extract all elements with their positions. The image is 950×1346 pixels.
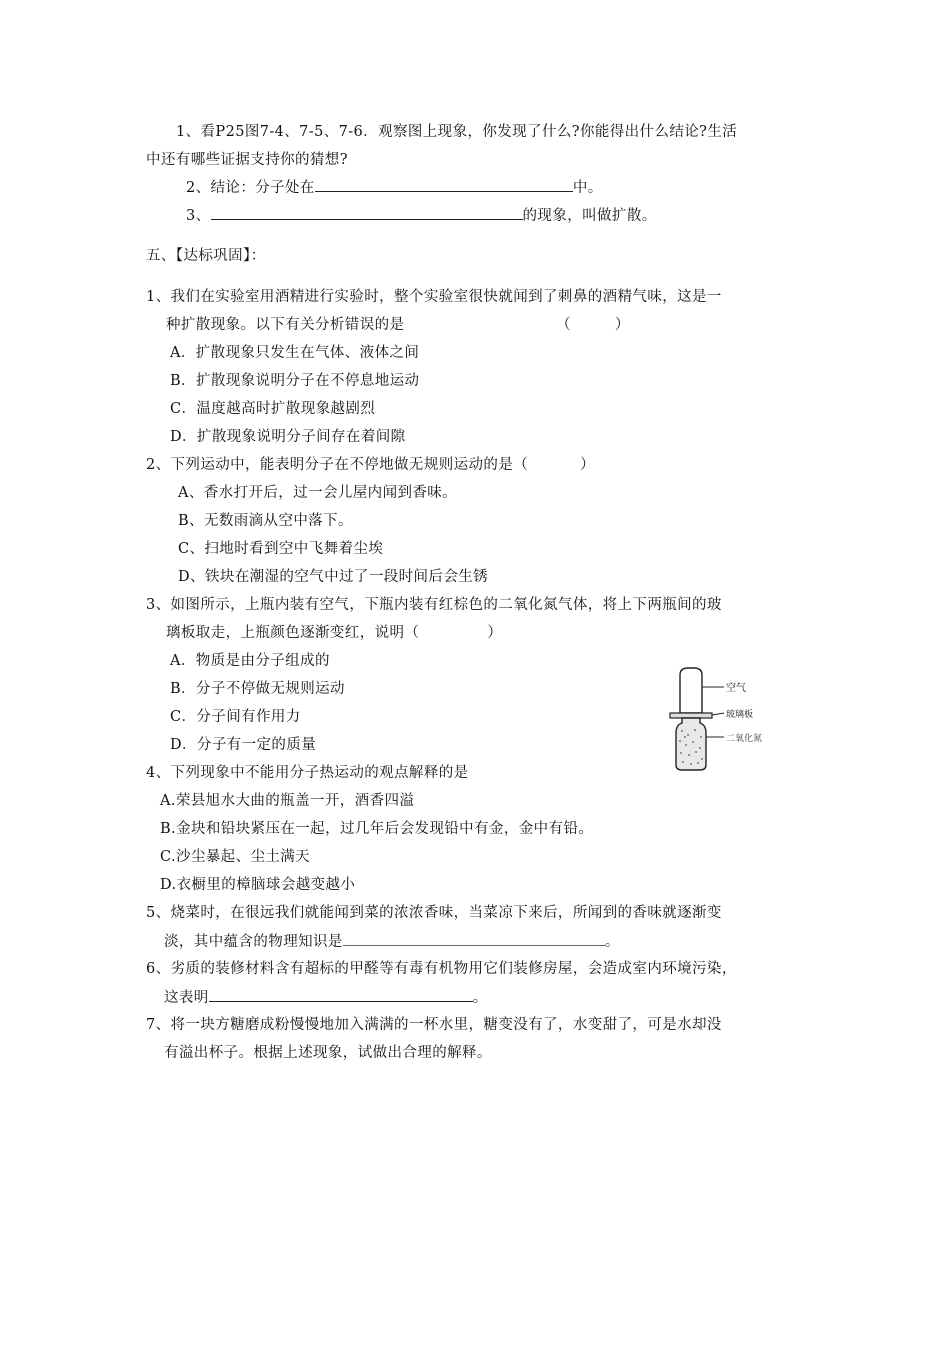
q5-stem: 淡，其中蕴含的物理知识是 <box>164 934 343 950</box>
figure-label-plate: 玻璃板 <box>726 710 754 720</box>
q3-option-d[interactable]: D．分子有一定的质量 <box>170 737 317 753</box>
q6-line2: 这表明 。 <box>164 987 488 1008</box>
figure-label-no2: 二氧化氮 <box>726 734 763 744</box>
q5-line2: 淡，其中蕴含的物理知识是 。 <box>164 931 620 952</box>
q1-option-b[interactable]: B．扩散现象说明分子在不停息地运动 <box>170 373 420 389</box>
q4-option-a[interactable]: A.荣县旭水大曲的瓶盖一开，酒香四溢 <box>160 793 415 809</box>
q2-option-a[interactable]: A、香水打开后，过一会儿屋内闻到香味。 <box>178 485 458 501</box>
part4-q3-post: 的现象，叫做扩散。 <box>522 208 657 224</box>
part4-q3-pre: 3、 <box>186 208 211 224</box>
q3-line2: 璃板取走，上瓶颜色逐渐变红，说明（ ） <box>166 625 503 641</box>
q2-stem: 2、下列运动中，能表明分子在不停地做无规则运动的是（ <box>146 457 529 473</box>
part4-q2-blank[interactable] <box>315 177 573 192</box>
gas-diffusion-figure <box>658 665 776 773</box>
q3-option-b[interactable]: B．分子不停做无规则运动 <box>170 681 345 697</box>
part4-q2-post: 中。 <box>572 180 603 196</box>
q4-option-b[interactable]: B.金块和铅块紧压在一起，过几年后会发现铅中有金，金中有铅。 <box>160 821 594 837</box>
q1-option-d[interactable]: D．扩散现象说明分子间存在着间隙 <box>170 429 406 445</box>
part4-q1-line1: 1、看P25图7-4、7-5、7-6．观察图上现象，你发现了什么?你能得出什么结论?生活 <box>176 124 738 140</box>
part4-q3-blank[interactable] <box>211 205 523 220</box>
q7-line1: 7、将一块方糖磨成粉慢慢地加入满满的一杯水里，糖变没有了，水变甜了，可是水却没 <box>146 1017 722 1033</box>
q3-option-c[interactable]: C．分子间有作用力 <box>170 709 301 725</box>
q2-option-d[interactable]: D、铁块在潮湿的空气中过了一段时间后会生锈 <box>178 569 489 585</box>
q1-stem: 种扩散现象。以下有关分析错误的是 <box>166 317 405 333</box>
q1-line1: 1、我们在实验室用酒精进行实验时，整个实验室很快就闻到了刺鼻的酒精气味，这是一 <box>146 289 722 305</box>
q5-blank[interactable] <box>343 931 605 946</box>
q6-line1: 6、劣质的装修材料含有超标的甲醛等有毒有机物用它们装修房屋，会造成室内环境污染， <box>146 961 737 977</box>
q1-line2 <box>166 315 404 335</box>
q1-option-c[interactable]: C．温度越高时扩散现象越剧烈 <box>170 401 376 417</box>
q4-stem: 4、下列现象中不能用分子热运动的观点解释的是 <box>146 765 469 781</box>
q3-stem: 璃板取走，上瓶颜色逐渐变红，说明（ <box>166 625 420 641</box>
leader-plate <box>712 713 724 715</box>
q3-option-a[interactable]: A．物质是由分子组成的 <box>170 653 330 669</box>
q2-option-b[interactable]: B、无数雨滴从空中落下。 <box>178 513 353 529</box>
q1-answer-paren[interactable]: （ ） <box>556 317 630 333</box>
lower-bottle <box>676 718 706 770</box>
q4-option-c[interactable]: C.沙尘暴起、尘土满天 <box>160 849 311 865</box>
q7-line2: 有溢出杯子。根据上述现象，试做出合理的解释。 <box>164 1045 492 1061</box>
part4-q2 <box>186 177 603 198</box>
part4-q3 <box>186 205 657 226</box>
q2-stem-line: 2、下列运动中，能表明分子在不停地做无规则运动的是（ ） <box>146 457 596 473</box>
part4-q1-line2: 中还有哪些证据支持你的猜想? <box>146 152 348 168</box>
glass-plate <box>670 713 712 718</box>
q2-option-c[interactable]: C、扫地时看到空中飞舞着尘埃 <box>178 541 384 557</box>
section-heading: 五、【达标巩固】： <box>146 248 266 264</box>
figure-label-air: 空气 <box>726 683 746 694</box>
q3-line1: 3、如图所示，上瓶内装有空气，下瓶内装有红棕色的二氧化氮气体，将上下两瓶间的玻 <box>146 597 722 613</box>
q1-option-a[interactable]: A．扩散现象只发生在气体、液体之间 <box>170 345 420 361</box>
part4-q2-pre: 2、结论：分子处在 <box>186 180 315 196</box>
q4-option-d[interactable]: D.衣橱里的樟脑球会越变越小 <box>160 877 356 893</box>
q5-line1: 5、烧菜时，在很远我们就能闻到菜的浓浓香味，当菜凉下来后，所闻到的香味就逐渐变 <box>146 905 722 921</box>
q6-blank[interactable] <box>209 987 473 1002</box>
upper-bottle <box>680 668 702 713</box>
q6-stem: 这表明 <box>164 990 209 1006</box>
